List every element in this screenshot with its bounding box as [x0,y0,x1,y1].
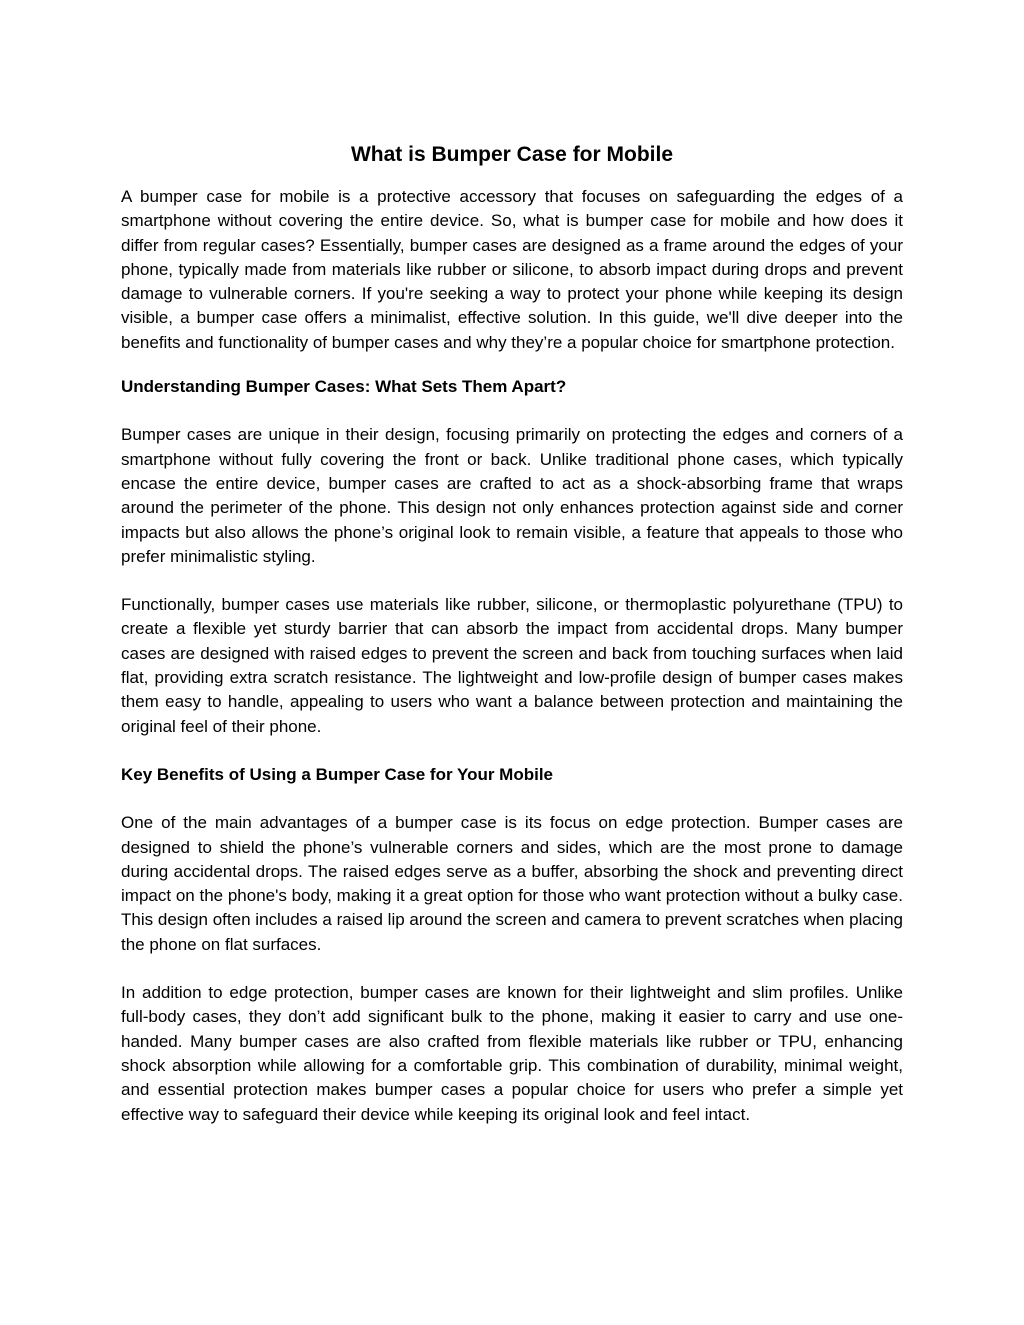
section-heading-understanding: Understanding Bumper Cases: What Sets Them Apart? [121,377,567,397]
section-2-paragraph-1: One of the main advantages of a bumper case is its focus on edge protection. Bumper cases are designed to shield the phone’s vulnerable corners and sides, which are the most prone to damage during accidental drops. The raised edges serve as a buffer, absorbing the shock and preventing direct impact on the phone's body, making it a great option for those who want protection without a bulky case. This design often includes a raised lip around the screen and camera to prevent scratches when placing the phone on flat surfaces. [121,813,903,954]
section-heading-key-benefits: Key Benefits of Using a Bumper Case for Your Mobile [121,764,554,784]
section-1-paragraph-2: Functionally, bumper cases use materials like rubber, silicone, or thermoplastic polyurethane (TPU) to create a flexible yet sturdy barrier that can absorb the impact from accidental drops. Many bumper cases are designed with raised edges to prevent the screen and back from touching surfaces when laid flat, providing extra scratch resistance. The lightweight and low-profile design of bumper cases makes them easy to handle, appealing to users who want a balance between protection and maintaining the original feel of their phone. [121,595,903,736]
section-2-paragraph-2: In addition to edge protection, bumper cases are known for their lightweight and slim profiles. Unlike full-body cases, they don’t add significant bulk to the phone, making it easier to carry and use one-handed. Many bumper cases are also crafted from flexible materials like rubber or TPU, enhancing shock absorption while allowing for a comfortable grip. This combination of durability, minimal weight, and essential protection makes bumper cases a popular choice for users who prefer a simple yet effective way to safeguard their device while keeping its original look and feel intact. [121,983,903,1124]
document-title: What is Bumper Case for Mobile [350,143,674,166]
intro-paragraph: A bumper case for mobile is a protective accessory that focuses on safeguarding the edges of a smartphone without covering the entire device. So, what is bumper case for mobile and how does it differ from regular cases? Essentially, bumper cases are designed as a frame around the edges of your phone, typically made from materials like rubber or silicone, to absorb impact during drops and prevent damage to vulnerable corners. If you're seeking a way to protect your phone while keeping its design visible, a bumper case offers a minimalist, effective solution. In this guide, we'll dive deeper into the benefits and functionality of bumper cases and why they’re a popular choice for smartphone protection. [121,187,903,352]
document-page [121,141,903,1127]
section-1-paragraph-1: Bumper cases are unique in their design, focusing primarily on protecting the edges and corners of a smartphone without fully covering the front or back. Unlike traditional phone cases, which typically encase the entire device, bumper cases are crafted to act as a shock-absorbing frame that wraps around the perimeter of the phone. This design not only enhances protection against side and corner impacts but also allows the phone’s original look to remain visible, a feature that appeals to those who prefer minimalistic styling. [121,425,903,566]
